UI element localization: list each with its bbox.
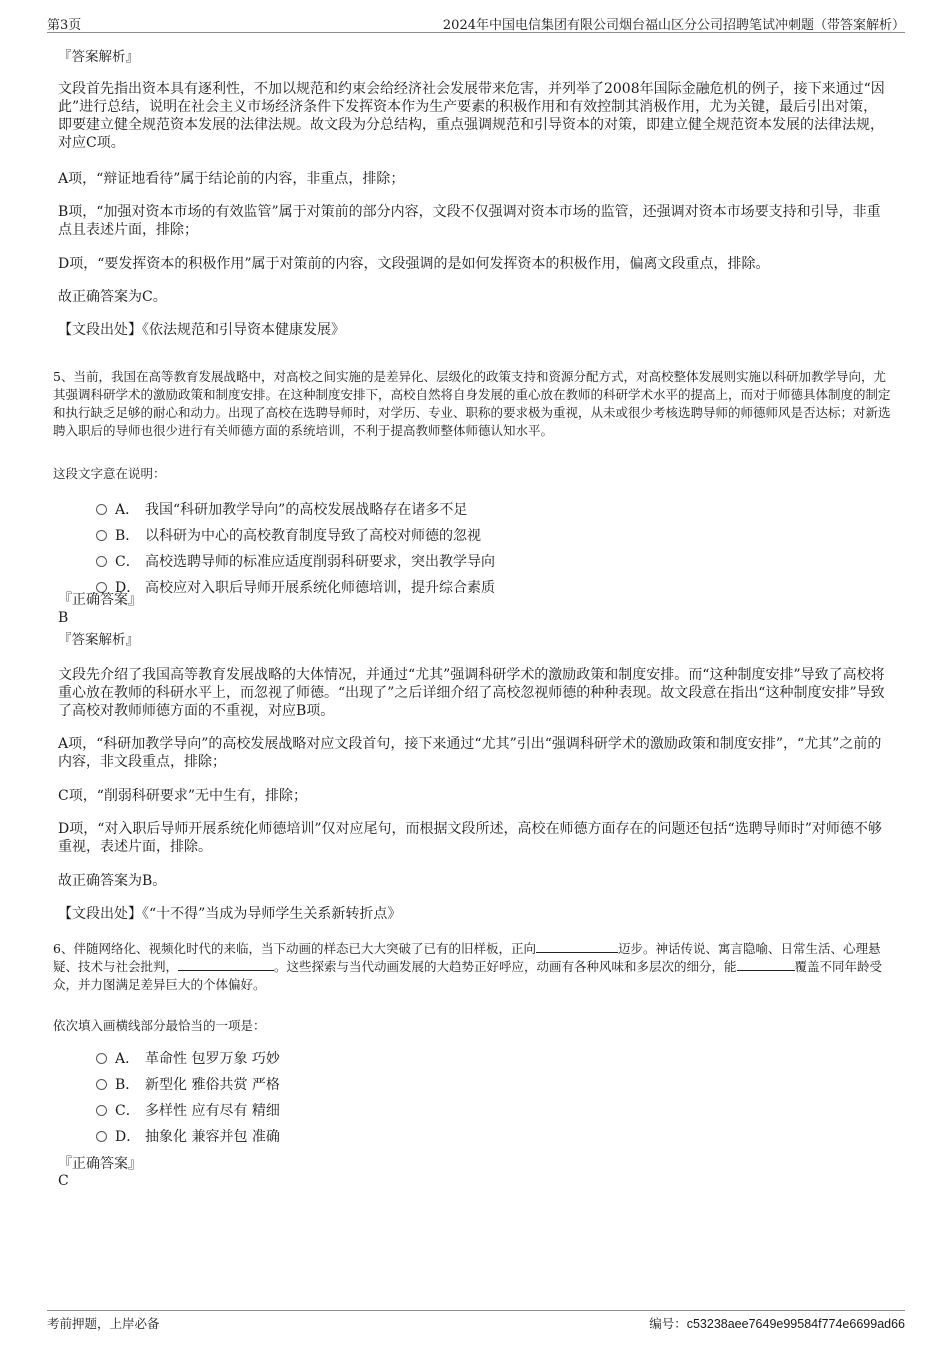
radio-icon[interactable] bbox=[96, 1105, 107, 1116]
q4-source: 【文段出处】《依法规范和引导资本健康发展》 bbox=[58, 322, 345, 338]
footer-slogan: 考前押题，上岸必备 bbox=[47, 1316, 160, 1331]
q4-item-b: B项，“加强对资本市场的有效监管”属于对策前的部分内容，文段不仅强调对资本市场的监管，还强调对资本市场要支持和引导，非重点且表述片面，排除； bbox=[58, 204, 881, 238]
page-footer bbox=[47, 1310, 905, 1333]
blank-1 bbox=[536, 940, 618, 953]
radio-icon[interactable] bbox=[96, 530, 107, 541]
q6-answer-label: 『正确答案』 bbox=[58, 1156, 142, 1172]
q6-stem: 6、伴随网络化、视频化时代的来临，当下动画的样态已大大突破了已有的旧样板，正向 迈步。神话传说、寓言隐喻、日常生活、心理悬疑、技术与社会批判， 。这些探索与当代动画发展的大趋势正好呼应，动画有各种风味和多层次的细分，能 覆盖不同年龄受众，并力图满足差异巨大的个体偏好。 bbox=[53, 941, 883, 992]
q4-item-a: A项，“辩证地看待”属于结论前的内容，非重点，排除； bbox=[58, 171, 405, 187]
q4-analysis-text: 文段首先指出资本具有逐利性，不加以规范和约束会给经济社会发展带来危害，并列举了2008年国际金融危机的例子，接下来通过“因此”进行总结，说明在社会主义市场经济条件下发挥资本作为生产要素的积极作用和有效控制其消极作用，尤为关键，最后引出对策，即要建立健全规范资本发展的法律法规。故文段为分总结构，重点强调规范和引导资本的对策，即建立健全规范资本发展的法律法规，对应C项。 bbox=[58, 81, 885, 151]
blank-3 bbox=[737, 958, 795, 971]
document-code: 编号：c53238aee7649e99584f774e6699ad66 bbox=[649, 1316, 905, 1331]
document-title: 2024年中国电信集团有限公司烟台福山区分公司招聘笔试冲刺题（带答案解析） bbox=[442, 18, 905, 33]
q6-option-c[interactable]: C． 多样性 应有尽有 精细 bbox=[96, 1100, 280, 1120]
q5-source: 【文段出处】《“十不得”当成为导师学生关系新转折点》 bbox=[58, 906, 402, 922]
q5-option-a[interactable]: A． 我国“科研加教学导向”的高校发展战略存在诸多不足 bbox=[96, 499, 467, 519]
q6-answer: C bbox=[58, 1173, 69, 1189]
q5-option-c[interactable]: C． 高校选聘导师的标准应适度削弱科研要求，突出教学导向 bbox=[96, 551, 495, 571]
radio-icon[interactable] bbox=[96, 1079, 107, 1090]
q4-item-d: D项，“要发挥资本的积极作用”属于对策前的内容，文段强调的是如何发挥资本的积极作用，偏离文段重点，排除。 bbox=[58, 256, 770, 272]
page-header bbox=[47, 12, 905, 33]
q5-analysis-label: 『答案解析』 bbox=[58, 632, 139, 648]
radio-icon[interactable] bbox=[96, 504, 107, 515]
q5-conclusion: 故正确答案为B。 bbox=[58, 873, 167, 889]
radio-icon[interactable] bbox=[96, 556, 107, 567]
radio-icon[interactable] bbox=[96, 1131, 107, 1142]
q5-answer-label: 『正确答案』 bbox=[58, 592, 142, 608]
blank-2 bbox=[178, 958, 274, 971]
q6-option-b[interactable]: B． 新型化 雅俗共赏 严格 bbox=[96, 1074, 280, 1094]
q4-analysis-label: 『答案解析』 bbox=[58, 49, 139, 65]
page-number: 第3页 bbox=[47, 18, 82, 33]
q5-item-c: C项，“削弱科研要求”无中生有，排除； bbox=[58, 788, 308, 804]
q4-conclusion: 故正确答案为C。 bbox=[58, 289, 167, 305]
q5-answer: B bbox=[58, 610, 69, 626]
radio-icon[interactable] bbox=[96, 1053, 107, 1064]
q6-option-a[interactable]: A． 革命性 包罗万象 巧妙 bbox=[96, 1048, 280, 1068]
q6-option-d[interactable]: D． 抽象化 兼容并包 准确 bbox=[96, 1126, 280, 1146]
q6-prompt: 依次填入画横线部分最恰当的一项是： bbox=[53, 1018, 266, 1033]
q5-analysis-text: 文段先介绍了我国高等教育发展战略的大体情况，并通过“尤其”强调科研学术的激励政策和制度安排。而“这种制度安排”导致了高校将重心放在教师的科研水平上，而忽视了师德。“出现了”之后详细介绍了高校忽视师德的种种表现。故文段意在指出“这种制度安排”导致了高校对教师师德方面的不重视，对应B项。 bbox=[58, 667, 885, 719]
q5-option-d[interactable]: D． 高校应对入职后导师开展系统化师德培训，提升综合素质 bbox=[96, 577, 495, 597]
q5-item-a: A项，“科研加教学导向”的高校发展战略对应文段首句，接下来通过“尤其”引出“强调科研学术的激励政策和制度安排”，“尤其”之前的内容，非文段重点，排除； bbox=[58, 736, 882, 770]
q5-option-b[interactable]: B． 以科研为中心的高校教育制度导致了高校对师德的忽视 bbox=[96, 525, 481, 545]
q5-item-d: D项，“对入职后导师开展系统化师德培训”仅对应尾句，而根据文段所述，高校在师德方面存在的问题还包括“选聘导师时”对师德不够重视，表述片面，排除。 bbox=[58, 821, 882, 855]
q5-stem: 5、当前，我国在高等教育发展战略中，对高校之间实施的是差异化、层级化的政策支持和资源分配方式，对高校整体发展则实施以科研加教学导向，尤其强调科研学术的激励政策和制度安排。在这种制度安排下，高校自然将自身发展的重心放在教师的科研学术水平的提高上，而对于师德具体制度的制定和执行缺乏足够的耐心和动力。出现了高校在选聘导师时，对学历、专业、职称的要求极为重视，从未或很少考核选聘导师的师德师风是否达标；对新选聘入职后的导师也很少进行有关师德方面的系统培训，不利于提高教师整体师德认知水平。 bbox=[53, 369, 891, 438]
q5-prompt: 这段文字意在说明： bbox=[53, 466, 166, 481]
